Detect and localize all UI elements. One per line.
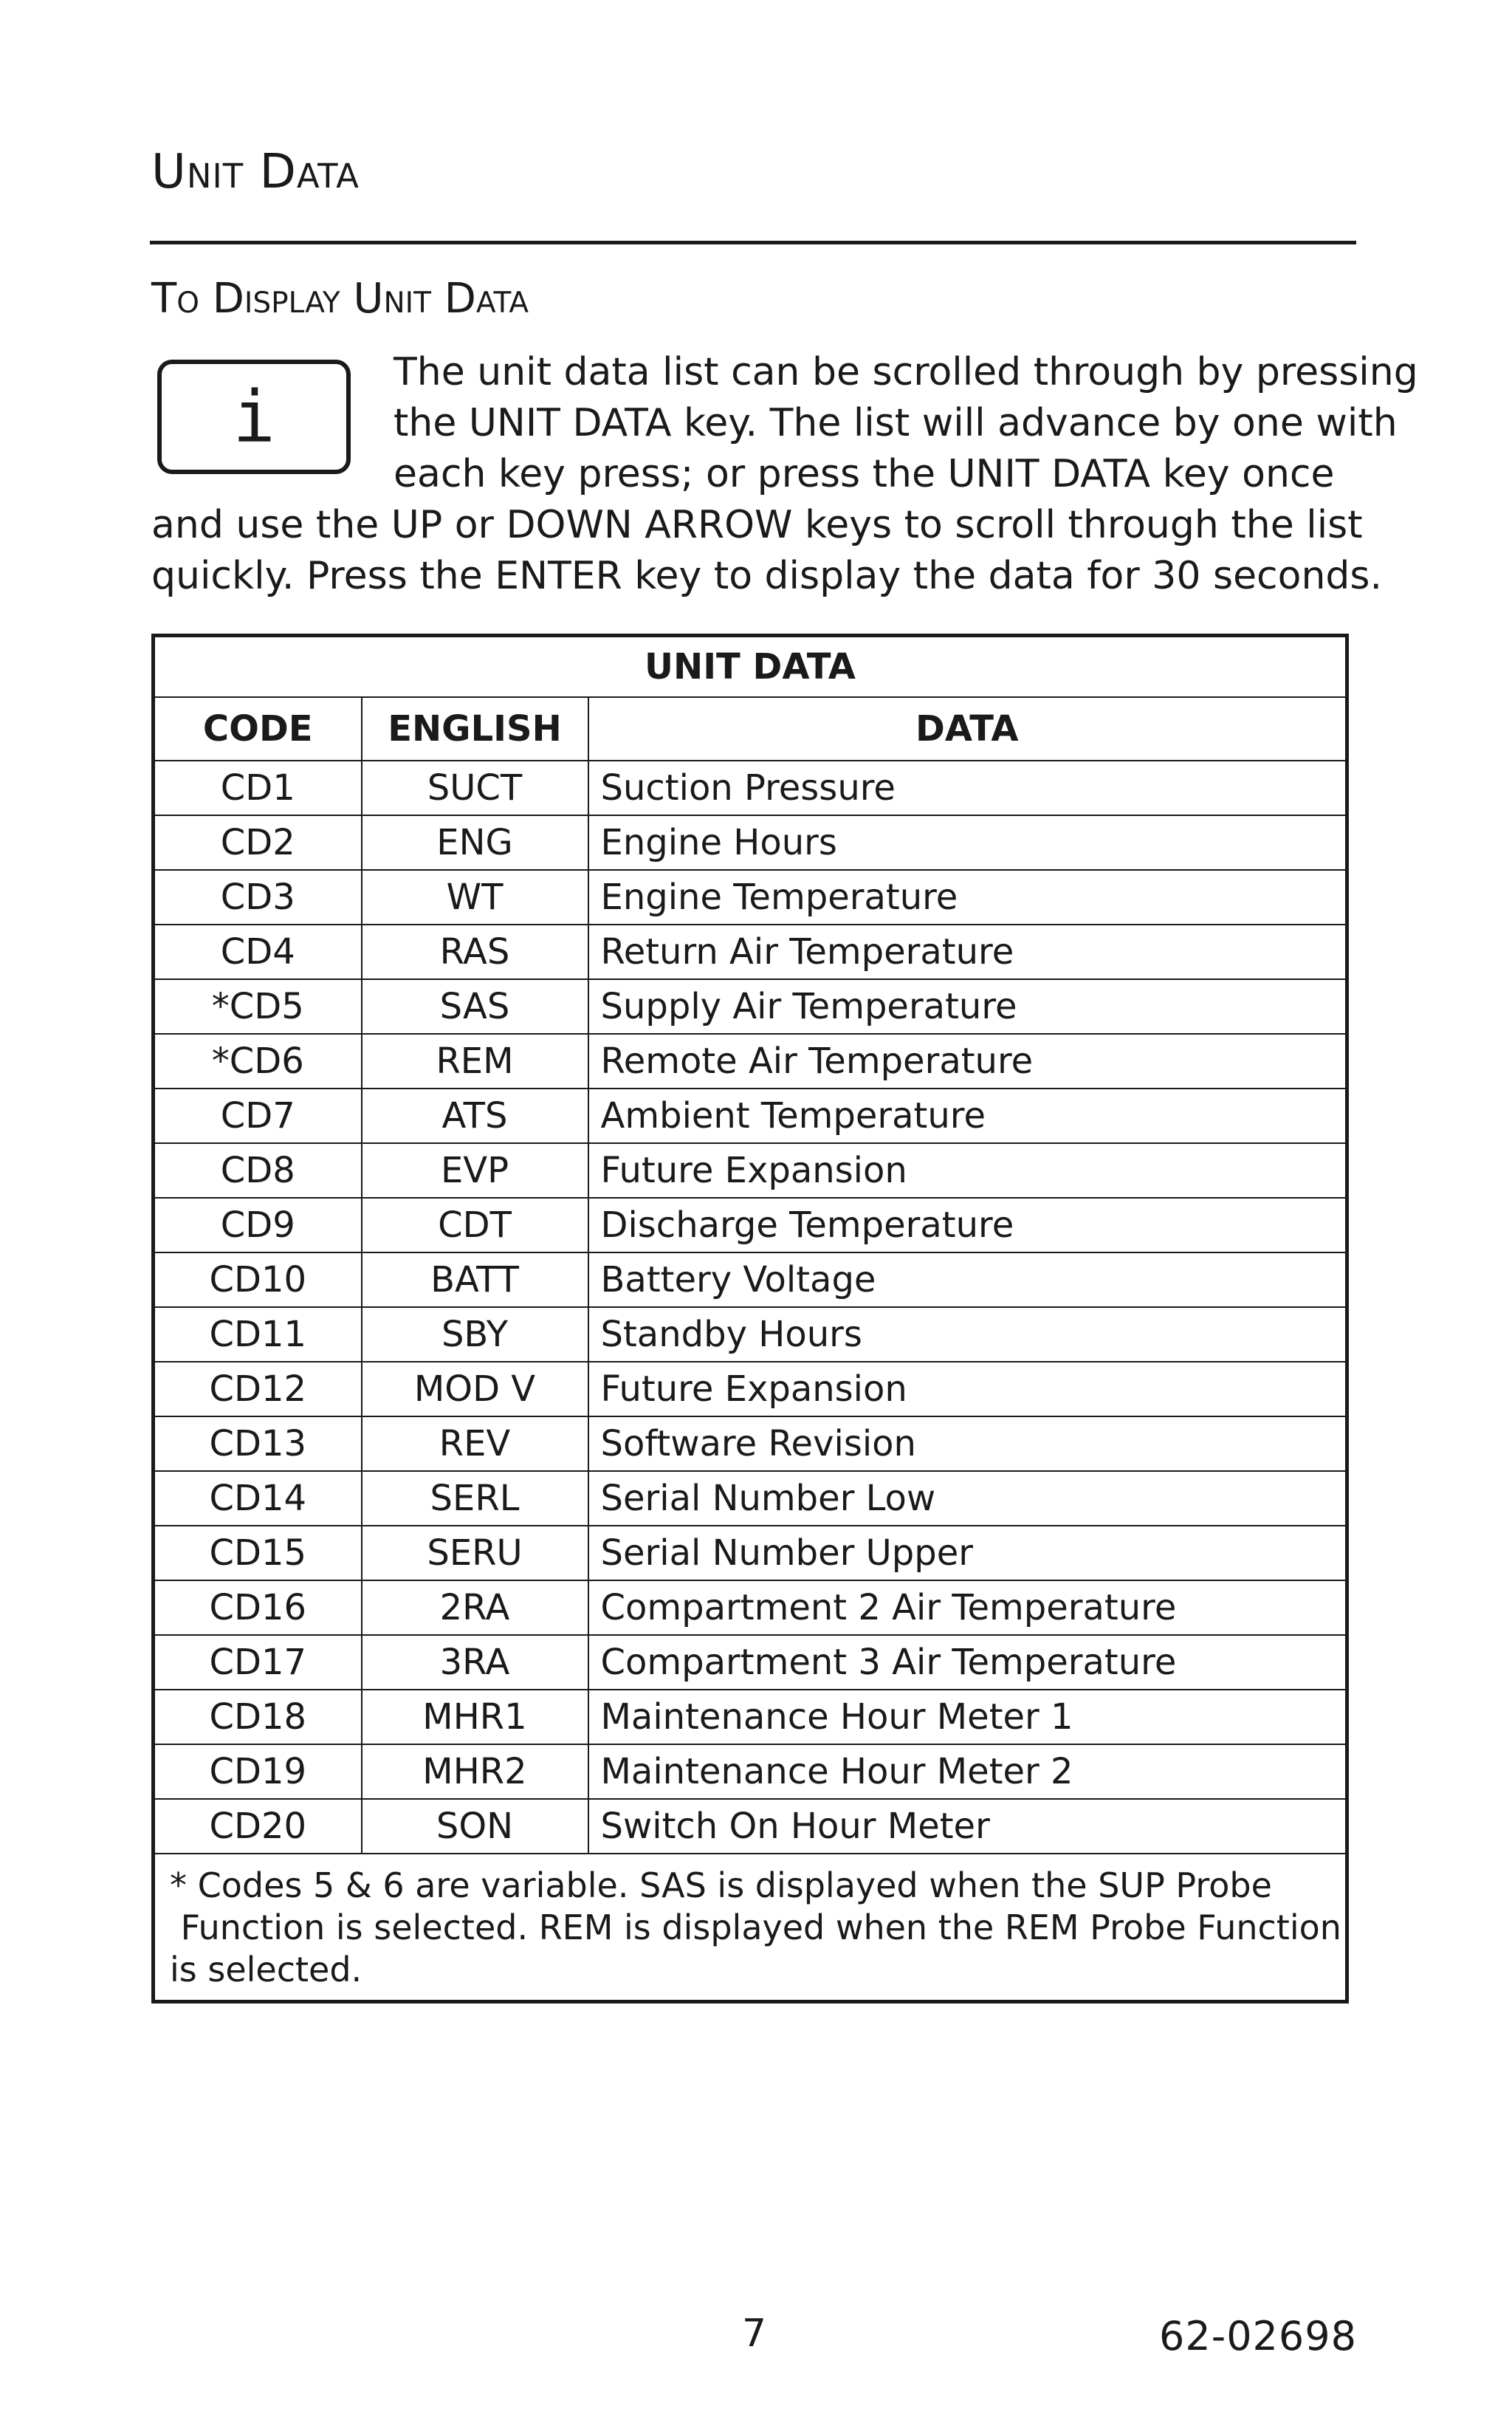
cell-code: CD18	[154, 1690, 362, 1744]
table-footnote	[154, 1854, 1347, 2002]
column-header-data: DATA	[588, 697, 1347, 761]
cell-code: CD1	[154, 761, 362, 815]
table-row	[154, 1635, 1347, 1690]
table-row	[154, 1416, 1347, 1471]
cell-data: Engine Temperature	[588, 870, 1347, 925]
footnote-line: Function is selected. REM is displayed when the REM Probe Function	[170, 1907, 1341, 1947]
table-row	[154, 1799, 1347, 1854]
table-footnote-row	[154, 1854, 1347, 2002]
cell-code: CD13	[154, 1416, 362, 1471]
section-title: To Display Unit Data	[151, 275, 529, 323]
cell-code: CD12	[154, 1362, 362, 1416]
page-number: 7	[742, 2311, 767, 2356]
table-row	[154, 1252, 1347, 1307]
cell-english: SAS	[362, 979, 588, 1034]
cell-english: BATT	[362, 1252, 588, 1307]
cell-data: Remote Air Temperature	[588, 1034, 1347, 1089]
cell-english: SBY	[362, 1307, 588, 1362]
cell-data: Standby Hours	[588, 1307, 1347, 1362]
column-header-code: CODE	[154, 697, 362, 761]
cell-code: *CD5	[154, 979, 362, 1034]
table-row	[154, 1089, 1347, 1143]
intro-line: The unit data list can be scrolled through by pressing	[394, 350, 1418, 394]
cell-english: MOD V	[362, 1362, 588, 1416]
intro-line: each key press; or press the UNIT DATA key once	[394, 452, 1335, 496]
cell-english: SUCT	[362, 761, 588, 815]
table-row	[154, 761, 1347, 815]
cell-code: CD9	[154, 1198, 362, 1252]
cell-english: RAS	[362, 925, 588, 979]
cell-code: CD10	[154, 1252, 362, 1307]
table-row	[154, 1143, 1347, 1198]
cell-data: Compartment 2 Air Temperature	[588, 1580, 1347, 1635]
cell-code: CD2	[154, 815, 362, 870]
cell-english: ATS	[362, 1089, 588, 1143]
cell-code: CD4	[154, 925, 362, 979]
cell-code: CD14	[154, 1471, 362, 1526]
table-row	[154, 1580, 1347, 1635]
cell-code: CD19	[154, 1744, 362, 1799]
cell-code: CD16	[154, 1580, 362, 1635]
cell-data: Serial Number Upper	[588, 1526, 1347, 1580]
cell-code: CD8	[154, 1143, 362, 1198]
cell-code: CD7	[154, 1089, 362, 1143]
title-divider	[150, 241, 1356, 244]
table-row	[154, 870, 1347, 925]
cell-english: 3RA	[362, 1635, 588, 1690]
info-i-icon: i	[233, 376, 275, 459]
table-row	[154, 1526, 1347, 1580]
unit-data-key-icon	[157, 360, 351, 474]
table-caption-row	[154, 636, 1347, 698]
cell-data: Serial Number Low	[588, 1471, 1347, 1526]
document-number: 62-02698	[1159, 2313, 1357, 2359]
cell-data: Future Expansion	[588, 1362, 1347, 1416]
table-row	[154, 815, 1347, 870]
cell-code: CD11	[154, 1307, 362, 1362]
page-title: Unit Data	[151, 145, 360, 199]
intro-paragraph-full	[151, 500, 1382, 602]
cell-data: Discharge Temperature	[588, 1198, 1347, 1252]
cell-english: 2RA	[362, 1580, 588, 1635]
cell-code: CD20	[154, 1799, 362, 1854]
intro-line: the UNIT DATA key. The list will advance by one with	[394, 401, 1398, 445]
table-row	[154, 1362, 1347, 1416]
footnote-line: is selected.	[170, 1950, 362, 1989]
table-row	[154, 1307, 1347, 1362]
cell-english: MHR2	[362, 1744, 588, 1799]
cell-data: Engine Hours	[588, 815, 1347, 870]
cell-english: REM	[362, 1034, 588, 1089]
table-row	[154, 1198, 1347, 1252]
table-row	[154, 925, 1347, 979]
table-row	[154, 1744, 1347, 1799]
cell-data: Software Revision	[588, 1416, 1347, 1471]
cell-data: Supply Air Temperature	[588, 979, 1347, 1034]
cell-english: SERU	[362, 1526, 588, 1580]
intro-line: quickly. Press the ENTER key to display the data for 30 seconds.	[151, 554, 1383, 598]
table-row	[154, 1471, 1347, 1526]
table-row	[154, 979, 1347, 1034]
cell-english: REV	[362, 1416, 588, 1471]
intro-paragraph-indented	[394, 347, 1418, 500]
cell-data: Battery Voltage	[588, 1252, 1347, 1307]
cell-code: CD15	[154, 1526, 362, 1580]
cell-english: ENG	[362, 815, 588, 870]
cell-english: MHR1	[362, 1690, 588, 1744]
cell-code: CD17	[154, 1635, 362, 1690]
table-row	[154, 1690, 1347, 1744]
table-caption: UNIT DATA	[154, 636, 1347, 698]
unit-data-table	[151, 634, 1349, 2003]
cell-english: CDT	[362, 1198, 588, 1252]
cell-data: Ambient Temperature	[588, 1089, 1347, 1143]
cell-data: Suction Pressure	[588, 761, 1347, 815]
cell-data: Future Expansion	[588, 1143, 1347, 1198]
cell-english: SON	[362, 1799, 588, 1854]
table-body	[154, 761, 1347, 1854]
column-header-english: ENGLISH	[362, 697, 588, 761]
cell-data: Compartment 3 Air Temperature	[588, 1635, 1347, 1690]
cell-data: Return Air Temperature	[588, 925, 1347, 979]
cell-code: CD3	[154, 870, 362, 925]
footnote-line: * Codes 5 & 6 are variable. SAS is displayed when the SUP Probe	[170, 1865, 1272, 1905]
cell-data: Maintenance Hour Meter 1	[588, 1690, 1347, 1744]
cell-english: EVP	[362, 1143, 588, 1198]
cell-data: Switch On Hour Meter	[588, 1799, 1347, 1854]
cell-code: *CD6	[154, 1034, 362, 1089]
table-row	[154, 1034, 1347, 1089]
cell-data: Maintenance Hour Meter 2	[588, 1744, 1347, 1799]
cell-english: WT	[362, 870, 588, 925]
cell-english: SERL	[362, 1471, 588, 1526]
intro-line: and use the UP or DOWN ARROW keys to scroll through the list	[151, 503, 1363, 547]
table-header-row	[154, 697, 1347, 761]
